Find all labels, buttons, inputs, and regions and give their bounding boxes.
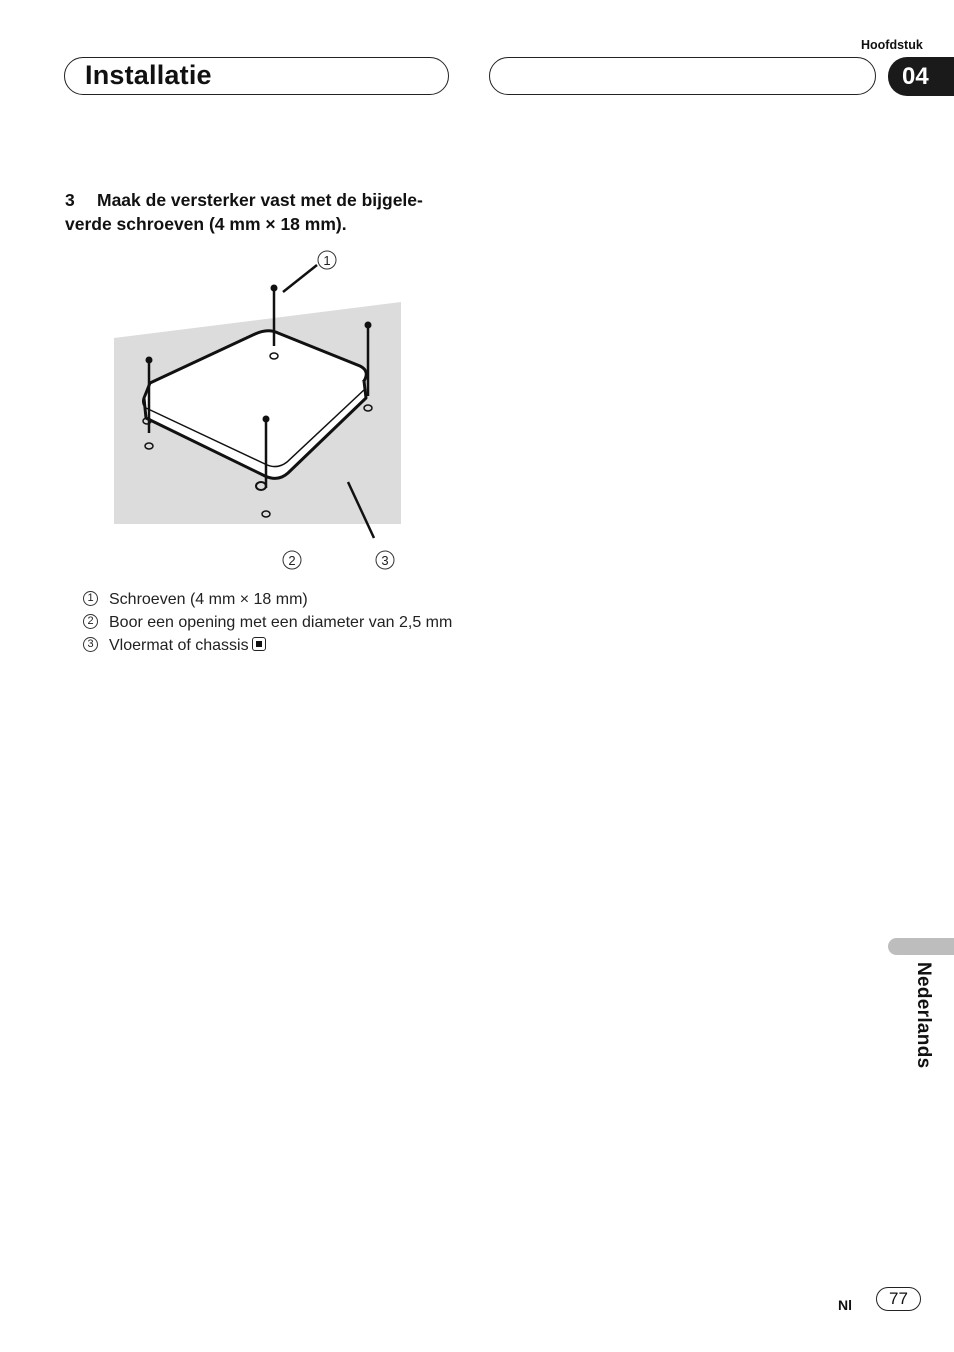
legend-item <box>82 611 462 634</box>
callout-2-label: 2 <box>288 553 296 568</box>
language-tab <box>888 938 954 955</box>
header-empty-box <box>489 57 876 95</box>
section-title: Installatie <box>85 60 212 90</box>
page-number: 77 <box>876 1287 921 1311</box>
legend-item <box>82 634 462 657</box>
callout-1-label: 1 <box>323 253 331 268</box>
language-code: Nl <box>838 1297 852 1313</box>
step-text: Maak de versterker vast met de bijgele-verde schroeven (4 mm × 18 mm). <box>65 190 423 234</box>
installation-figure <box>110 248 410 588</box>
section-title-box <box>64 57 449 95</box>
end-of-section-icon <box>252 637 266 651</box>
legend-item <box>82 588 462 611</box>
legend-number: 1 <box>83 591 98 606</box>
step-instruction <box>65 188 460 236</box>
legend-number: 2 <box>83 614 98 629</box>
step-number: 3 <box>65 190 75 210</box>
legend-text: Boor een opening met een diameter van 2,5 mm <box>109 614 453 631</box>
chapter-number-tab: 04 <box>888 57 954 96</box>
legend-text: Vloermat of chassis <box>109 637 249 654</box>
callout-3-label: 3 <box>381 553 389 568</box>
legend-text: Schroeven (4 mm × 18 mm) <box>109 591 308 608</box>
chapter-label: Hoofdstuk <box>861 38 923 52</box>
legend-number: 3 <box>83 637 98 652</box>
language-label: Nederlands <box>913 962 934 1069</box>
figure-legend <box>82 588 462 657</box>
